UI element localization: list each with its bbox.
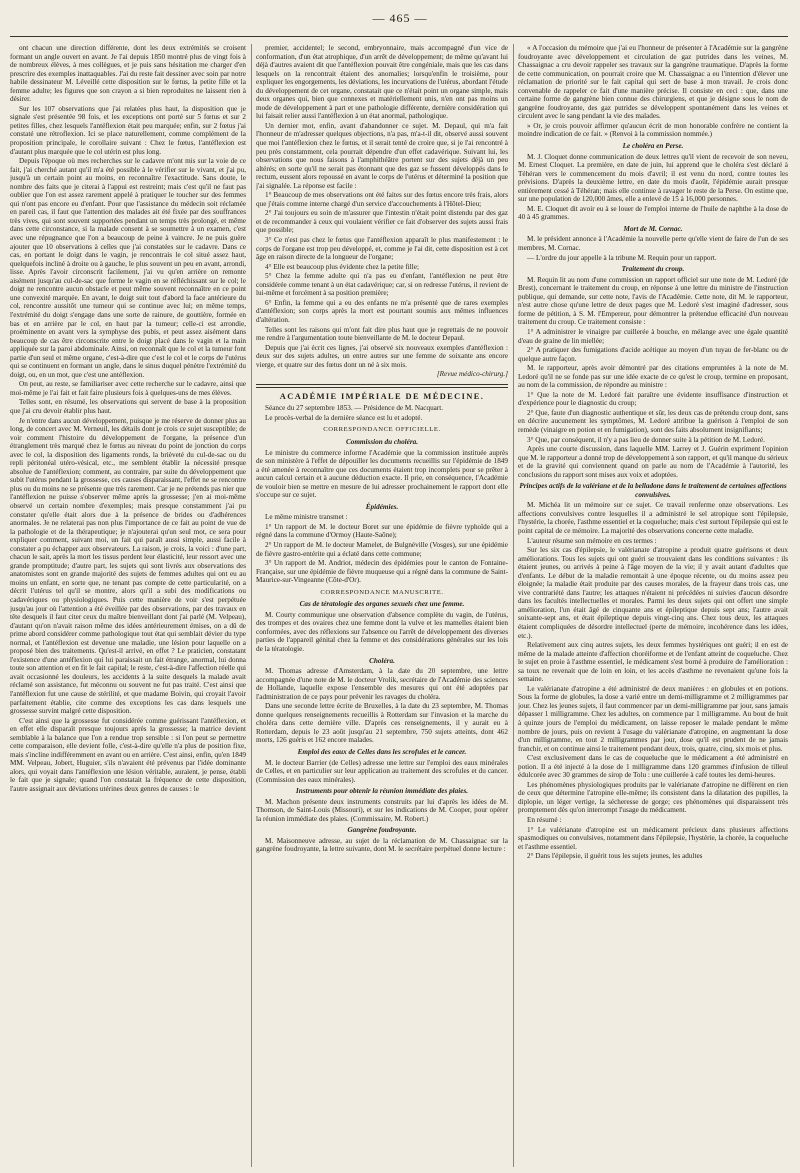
left-column: [10, 44, 246, 1169]
paragraph: 2° A pratiquer des fumigations d'acide acétique au moyen d'un tuyau de fer-blanc ou de quelque autre façon.: [518, 346, 788, 363]
paragraph: Sur les six cas d'épilepsie, le valérianate d'atropine a produit quatre guérisons et deux améliorations. Tous les sujets qui ont guéri se trouvaient dans les conditions suivantes : ils étaient jeunes, ou arrivés à peine à l'âge moyen de la vie; il y avait autant d'adultes que d'enfants. Le début de la maladie remontait à une époque récente, ou du moins assez peu éloignée; la maladie était produite par des causes morales, de la frayeur dans trois cas, une vive contrariété dans l'autre; les attaques n'étaient ni précédées ni suivies d'aucun désordre dans les facultés intellectuelles et morales. Parmi les deux sujets qui ont offert une simple amélioration, l'un était âgé de cinquante ans et épileptique depuis sept ans; l'autre avait soixante-sept ans, et était épileptique depuis vingt-cinq ans. Chez tous deux, les attaques étaient compliquées de désordre intellectuel (perte de mémoire, incohérence dans les idées, etc.).: [518, 546, 788, 640]
academy-title: ACADÉMIE IMPÉRIALE DE MÉDECINE.: [279, 391, 485, 401]
paragraph: M. Michéa lit un mémoire sur ce sujet. Ce travail renferme onze observations. Les affections convulsives contre lesquelles il a administré le sel atropique sont l'épilepsie, l'hystérie, la chorée, l'asthme essentiel et la coqueluche; mais c'est surtout l'épilepsie qui est le point capital de ce mémoire. La majorité des observations concerne cette maladie.: [518, 501, 788, 535]
paragraph: 5° Chez la femme adulte qui n'a pas eu d'enfant, l'antéflexion ne peut être considérée comme tenant à un état cadavérique; car, si on redresse l'utérus, il revient de lui-même et forcément à sa position première;: [256, 272, 508, 298]
croup-heading: Traitement du croup.: [621, 265, 685, 274]
paragraph: » Or, je crois pouvoir affirmer qu'aucun écrit de mon honorable confrère ne contient la moindre indication de ce fait. » (Renvoi à la commission nommée.): [518, 121, 788, 139]
right-column: [518, 44, 788, 1169]
header-rule: [10, 36, 788, 37]
page-number: — 465 —: [372, 11, 428, 25]
paragraph: M. Courty communique une observation d'absence complète du vagin, de l'utérus, des trompes et des ovaires chez une femme dont la vulve et les mamelles étaient bien conformées, avec des réflexions sur l'absence ou l'arrêt de développement des diverses parties de l'appareil génital chez la femme et des considérations générales sur les lois de la tératologie.: [256, 610, 508, 653]
persia-heading: Le choléra en Perse.: [622, 142, 684, 151]
paragraph: 4° Elle est beaucoup plus évidente chez la petite fille;: [265, 262, 419, 271]
paragraph: Le valérianate d'atropine a été administré de deux manières : en globules et en potions. Sous la forme de globules, la dose a varié entre un demi-milligramme et 2 milligrammes par jour. Chez les jeunes sujets, il faut commencer par un demi-milligramme par jour, sans jamais dépasser 1 milligramme. Chez les adultes, on commence par 1 milligramme. Au bout de huit à quinze jours de l'emploi du médicament, on laisse reposer le malade pendant le même nombre de jours, puis on revient à l'usage du valérianate d'atropine, en augmentant la dose d'un milligramme, en tout 2 milligrammes par jour, dose qu'il est prudent de ne jamais franchir, et on continue ainsi le traitement pendant deux, trois, quatre, cinq, six mois et plus.: [518, 684, 788, 753]
paragraph: premier, accidentel; le second, embryonnaire, mais accompagné d'un vice de conformation, d'un état atrophique, d'un arrêt de développement; de même qu'avant lui déjà d'autres avaient dit que l'antéflexion pouvait être congéniale, mais que les cas dans lesquels on la rencontrait étaient des anomalies; lorsqu'enfin le troisième, pour expliquer les engorgements, les déviations, les incurvations de l'utérus, abordant l'étude du développement de cet organe, constatait que ce n'était point un organe simple, mais deux organes qui, bien que connexes et matériellement unis, n'en ont pas moins un mode de développement à part et une pathologie différente, dernière considération qui lui faisait relier aussi l'antéflexion à un état anormal, pathologique.: [256, 44, 508, 121]
paragraph: On peut, au reste, se familiariser avec cette recherche sur le cadavre, ainsi que moi-même je l'ai fait et fait faire plusieurs fois à quelques-uns de mes élèves.: [10, 380, 246, 397]
paragraph: M. Machon présente deux instruments construits par lui d'après les idées de M. Thomson, de Saint-Louis (Missouri), et sur les indications de M. Cooper, pour opérer la réunion immédiate des plaies. (Commissaire, M. Robert.): [256, 797, 508, 823]
column-separator: [251, 44, 252, 1167]
paragraph: 2° J'ai toujours eu soin de m'assurer que l'intestin n'était point distendu par des gaz et de recommander à ceux qui voulaient vérifier ce fait d'observer des sujets aussi frais que possible;: [256, 209, 508, 235]
paragraph: M. J. Cloquet donne communication de deux lettres qu'il vient de recevoir de son neveu, M. Ernest Cloquet. La première, en date de juin, lui apprend que le choléra s'est déclaré à Téhéran vers le commencement du mois d'avril; il est venu du nord, contre toutes les prévisions. D'après la deuxième lettre, en date du mois d'août, l'épidémie aurait presque entièrement cessé à Téhéran; mais elle continue à ravager le reste de la Perse. On estime que, sur une population de 120,000 âmes, elle a enlevé de 15 à 16,000 personnes.: [518, 152, 788, 204]
paragraph: Telles sont, en résumé, les observations qui servent de base à la proposition que j'ai cru devoir établir plus haut.: [10, 398, 246, 415]
paragraph: — L'ordre du jour appelle à la tribune M. Requin pour un rapport.: [527, 253, 717, 262]
paragraph: Depuis l'époque où mes recherches sur le cadavre m'ont mis sur la voie de ce fait, j'ai cherché autant qu'il m'a été possible à le vérifier sur le vivant, et j'ai pu, jusqu'à un certain point au moins, en reconnaître l'exactitude. Sans doute, le nombre des faits que je citerai à l'appui est restreint; mais c'est qu'il ne faut pas oublier que l'on est assez rarement appelé à pratiquer le toucher sur des femmes qui n'ont pas encore eu d'enfant. Pour que l'assistance du médecin soit réclamée en pareil cas, il faut que l'attention des malades ait été fixée par des souffrances très vives, qui sont souvent supportées pendant un temps très prolongé, et même dans cette circonstance, si la malade consent à se soumettre à un examen, c'est avec une répugnance que l'on a beaucoup de peine à vaincre. Je ne puis guère ajouter que 10 observations à celles que j'ai constatées sur le cadavre. Dans ce cas, en portant le doigt dans le vagin, je rencontrais le col situé assez haut, quelquefois incliné à droite ou à gauche, le plus souvent un peu en avant, arrondi, lisse. Après l'avoir circonscrit facilement, j'ai vu qu'en arrière on remonte aisément jusqu'au cul-de-sac que forme le vagin en se réfléchissant sur le col; le doigt ne rencontre aucun obstacle et peut même souvent reconnaître en ce point une convexité marquée. En avant, le doigt suit tout d'abord la face antérieure du col, rencontre aussitôt une tumeur qui se continue avec lui; en même temps, l'extrémité du doigt s'engage dans une sorte de rainure, de gouttière, formée en bas et en arrière par le col, en haut par la tumeur; celle-ci est arrondie, proéminente en avant vers la symphyse des pubis, et peut assez aisément dans beaucoup de cas être circonscrite entre le doigt placé dans le vagin et la main appliquée sur la paroi abdominale. Ainsi, on reconnaît que le col et la tumeur font partie d'un seul et même organe, c'est-à-dire que c'est le col et le corps de l'utérus qui se continuent en formant un angle, dans le sinus duquel pénètre l'extrémité du doigt, ou, en un mot, que c'est une antéflexion.: [10, 157, 246, 379]
paragraph: Je n'entre dans aucun développement, puisque je me réserve de donner plus au long, de concert avec M. Verneuil, les détails dont je crois ce sujet susceptible; de voir comment l'histoire du développement de l'organe, la présence d'un étranglement très marqué chez le fœtus au niveau du point de jonction du corps avec le col, la disposition des ligaments ronds, la brièveté du cul-de-sac ou du repli péritonéal utéro-vésical, etc., me semblent établir la nécessité presque absolue de l'antéflexion; comment, au contraire, par suite du développement que subit l'utérus pendant la grossesse, ces causes disparaissant, l'effet ne se rencontre plus ou du moins ne se présente que très rarement. Car je ne prétends pas nier que l'antéflexion ne puisse s'observer même après la grossesse; j'en ai moi-même observé un certain nombre d'exemples; mais presque constamment j'ai pu constater qu'elle était alors due à la présence de brides ou d'adhérences anormales. Je ne relaterai pas non plus l'importance de ce fait au point de vue de la pathologie et de la thérapeutique; je n'ajouterai qu'un seul mot, ce sera pour expliquer comment, suivant moi, un fait qui paraît aussi simple, aussi facile à constater a pu échapper aux observateurs. La raison, je crois, la voici : d'une part, chacun le sait, après la mort les tissus perdent leur élasticité, leur ressort avec une grande promptitude; d'autre part, les sujets qui sont livrés aux observations des anatomistes sont en grande majorité des sujets de femmes adultes qui ont eu au moins un enfant, en sorte que, ne tenant pas compte de cette particularité, on a décrit l'utérus tel qu'il se montre, alors qu'il a subi des modifications ou cadavériques ou physiologiques. Puis cette manière de voir s'est perpétuée jusqu'au jour où l'attention a été éveillée par des observations, par des travaux en tête desquels il faut citer ceux du maître bienveillant dont j'ai parlé (M. Velpeau), d'autant qu'on n'avait raison même des idées antérieurement émises, on a dû de prime abord considérer comme pathologique tout état qui semblait dévier du type normal, et l'antéflexion est devenue une maladie, une lésion pour laquelle on a proposé bien des traitements. Qu'est-il arrivé, en effet ? Le praticien, constatant l'existence d'une antéflexion qui lui paraissait un fait étrange, anormal, lui donna toute son attention et en fit le fait capital; le reste, c'est-à-dire l'affection réelle qui avait occasionné les douleurs, les accidents à la suite desquels la malade avait réclamé son assistance, fut méconnu ou souvent ne fut pas traité. C'est ainsi que l'antéflexion fut une cause de stérilité, et que madame Boivin, qui croyait l'avoir parfaitement établie, cite comme des exceptions les cas dans lesquels une grossesse survint malgré cette disposition.: [10, 416, 246, 716]
paragraph: Telles sont les raisons qui m'ont fait dire plus haut que je regrettais de ne pouvoir me rendre à l'argumentation toute bienveillante de M. le docteur Depaul.: [256, 325, 508, 343]
session-line: Séance du 27 septembre 1853. — Présidence de M. Nacquart.: [265, 404, 444, 413]
cholera-commission-heading: Commission du choléra.: [345, 437, 419, 446]
source-citation: [Revue médico-chirurg.]: [436, 370, 508, 379]
paragraph: M. Maisonneuve adresse, au sujet de la réclamation de M. Chassaignac sur la gangrène foudroyante, la lettre suivante, dont M. le secrétaire perpétuel donne lecture :: [256, 836, 508, 854]
paragraph: 3° Ce n'est pas chez le fœtus que l'antéflexion apparaît le plus manifestement : le corps de l'organe est trop peu développé, et, comme je l'ai dit, cette disposition est à cet âge en raison directe de la longueur de l'organe;: [256, 236, 508, 262]
paragraph: M. le docteur Barrier (de Celles) adresse une lettre sur l'emploi des eaux minérales de Celles, et en particulier sur leur application au traitement des scrofules et du cancer. (Commission des eaux minérales).: [256, 758, 508, 784]
paragraph: 1° Le valérianate d'atropine est un médicament précieux dans plusieurs affections spasmodiques ou convulsives, notamment dans l'épilepsie, l'hystérie, la chorée, la coqueluche et l'asthme essentiel.: [518, 825, 788, 851]
paragraph: M. Thomas adresse d'Amsterdam, à la date du 20 septembre, une lettre accompagnée d'une note de M. le docteur Vrolik, secrétaire de l'Académie des sciences de Hollande, laquelle expose l'ensemble des mesures qui ont été adoptées par l'administration de ce pays pour prévenir les ravages du choléra.: [256, 667, 508, 701]
valerian-heading: Principes actifs de la valériane et de la belladone dans le traitement de certaines affections convulsives.: [519, 482, 787, 499]
paragraph: Le même ministre transmet :: [265, 513, 348, 522]
paragraph: « A l'occasion du mémoire que j'ai eu l'honneur de présenter à l'Académie sur la gangrène foudroyante avec développement et circulation de gaz putrides dans les veines, M. Chassaignac a cru devoir rappeler ses travaux sur la gangrène traumatique. D'après la forme de cette communication, on pourrait croire que M. Chassaignac a eu l'intention d'élever une réclamation de priorité sur le fait capital qui sert de base à mon travail. Je crois donc convenable de rappeler ce fait d'une manière précise. Il consiste en ceci : que, dans une certaine forme de gangrène bien connue des chirurgiens, et que je désigne sous le nom de gangrène foudroyante, des gaz putrides se développent spontanément dans les veines et circulent avec le sang pendant la vie des malades.: [518, 44, 788, 121]
paragraph: Sur les 107 observations que j'ai relatées plus haut, la disposition que je signale s'est présentée 98 fois, et les exceptions ont porté sur 5 fœtus et sur 2 petites filles, chez lesquels l'antéflexion était peu marquée; enfin, sur 2 fœtus j'ai constaté une rétroflexion. Ici se place naturellement, comme complément de la proposition principale, le corollaire suivant : Chez le fœtus, l'antéflexion est d'autant plus marquée que le col utérin est plus long.: [10, 104, 246, 156]
paragraph: Les phénomènes physiologiques produits par le valérianate d'atropine ne diffèrent en rien de ceux que détermine l'atropine elle-même; ils consistent dans la dilatation des pupilles, la diplopie, un léger vertige, la sécheresse de gorge; ces phénomènes qui disparaissent très promptement dès qu'on interrompt l'usage du médicament.: [518, 780, 788, 815]
paragraph: Relativement aux cinq autres sujets, les deux femmes hystériques ont guéri; il en est de même de la malade atteinte d'affection choréiforme et de l'enfant atteint de coqueluche. Chez le sujet en proie à l'asthme essentiel, le médicament s'est borné à produire de l'amélioration : sa toux ne revenait que de loin en loin, et les accès d'asthme ne revenaient qu'une fois la semaine.: [518, 641, 788, 684]
instruments-heading: Instruments pour obtenir la réunion immédiate des plaies.: [295, 787, 469, 796]
paragraph: L'auteur résume son mémoire en ces termes :: [527, 536, 657, 545]
paragraph: 2° Que, faute d'un diagnostic authentique et sûr, les deux cas de prétendu croup dont, sans en décrire aucunement les symptômes, M. Ledoré attribue la guérison à l'emploi de son remède (vinaigre en potion et en fumigation), sont des faits absolument insignifiants;: [518, 408, 788, 434]
paragraph: En résumé :: [527, 816, 562, 825]
epidemics-heading: Épidémies.: [365, 502, 399, 511]
paragraph: 2° Un rapport de M. le docteur Mamelet, de Bulgnéville (Vosges), sur une épidémie de fièvre gastro-entérite qui a éclaté dans cette commune;: [256, 540, 508, 558]
column-separator: [513, 44, 514, 1167]
official-correspondence-heading: CORRESPONDANCE OFFICIELLE.: [323, 426, 441, 434]
paragraph: M. le rapporteur, après avoir démontré par des citations empruntées à la note de M. Ledoré qu'il ne se fonde pas sur une idée exacte de ce qu'est le croup, termine en proposant, au nom de la commission, de répondre au ministre :: [518, 364, 788, 390]
cornac-heading: Mort de M. Cornac.: [623, 224, 683, 233]
paragraph: Dans une seconde lettre écrite de Bruxelles, à la date du 23 septembre, M. Thomas donne quelques renseignements recueillis à Rotterdam sur l'invasion et la marche du choléra dans cette dernière ville. D'après ces renseignements, il y aurait eu à Rotterdam, depuis le 23 août jusqu'au 21 septembre, 750 sujets atteints, dont 462 morts, 126 guéris et 162 encore malades.: [256, 702, 508, 745]
paragraph: C'est exclusivement dans le cas de coqueluche que le médicament a été administré en potion. Il a été injecté à la dose de 1 milligramme dans 120 grammes d'infusion de tilleul édulcorée avec 30 grammes de sirop de Tolu : une cuillerée à café toutes les demi-heures.: [518, 754, 788, 780]
paragraph: Après une courte discussion, dans laquelle MM. Larrey et J. Guérin expriment l'opinion que M. le rapporteur a donné trop de développement à son rapport, et qu'il manque du sérieux et de la gravité qui conviennent quand on parle au nom de l'Académie à l'autorité, les conclusions du rapport sont mises aux voix et adoptées.: [518, 445, 788, 479]
paragraph: 6° Enfin, la femme qui a eu des enfants ne m'a présenté que de rares exemples d'antéflexion; son corps après la mort est pourtant soumis aux mêmes influences d'altération.: [256, 298, 508, 324]
waters-heading: Emploi des eaux de Celles dans les scrofules et le cancer.: [297, 748, 467, 757]
paragraph: 1° A administrer le vinaigre par cuillerée à bouche, en mélange avec une égale quantité d'eau de graine de lin miellée;: [518, 327, 788, 345]
section-divider: [256, 384, 508, 388]
paragraph: M. le président annonce à l'Académie la nouvelle perte qu'elle vient de faire de l'un de ses membres, M. Cornac.: [518, 235, 788, 253]
paragraph: Le ministre du commerce informe l'Académie que la commission instituée auprès de son ministère à l'effet de dépouiller les documents recueillis sur l'épidémie de 1849 a été amenée à reconnaître que ces documents étaient trop incomplets pour se prêter à aucun calcul certain et à aucune déduction exacte. Il prie, en conséquence, l'Académie de vouloir bien se mettre en mesure de lui adresser prochainement le rapport dont elle s'occupe sur ce sujet.: [256, 448, 508, 500]
paragraph: 1° Beaucoup de mes observations ont été faites sur des fœtus encore très frais, alors que j'étais comme interne chargé d'un service d'accouchements à l'Hôtel-Dieu;: [256, 191, 508, 208]
paragraph: 1° Un rapport de M. le docteur Boret sur une épidémie de fièvre typhoïde qui a régné dans la commune d'Ormoy (Haute-Saône);: [256, 522, 508, 540]
teratology-heading: Cas de tératologie des organes sexuels chez une femme.: [299, 600, 465, 609]
middle-column: [256, 44, 508, 1169]
paragraph: 1° Que la note de M. Ledoré fait paraître une évidente insuffisance d'instruction et d'expérience pour le diagnostic du croup;: [518, 390, 788, 408]
cholera-heading: Choléra.: [369, 656, 395, 665]
paragraph: 3° Un rapport de M. Andriot, médecin des épidémies pour le canton de Fontaine-Française, sur une épidémie de fièvre muqueuse qui a régné dans la commune de Saint-Maurice-sur-Vingeanne (Côte-d'Or).: [256, 559, 508, 585]
paragraph: 3° Que, par conséquent, il n'y a pas lieu de donner suite à la pétition de M. Ledoré.: [527, 435, 765, 444]
manuscript-correspondence-heading: CORRESPONDANCE MANUSCRITE.: [320, 588, 444, 596]
paragraph: 2° Dans l'épilepsie, il guérit tous les sujets jeunes, les adultes: [527, 852, 703, 861]
minutes-line: Le procès-verbal de la dernière séance est lu et adopté.: [265, 413, 423, 422]
paragraph: Depuis que j'ai écrit ces lignes, j'ai observé six nouveaux exemples d'antéflexion : deux sur des sujets adultes, un entre autres sur une femme de soixante ans encore vierge, et quatre sur des fœtus dont un né à six mois.: [256, 343, 508, 369]
paragraph: ont chacun une direction différente, dont les deux extrémités se croisent formant un angle ouvert en avant. Je l'ai depuis 1850 montré plus de vingt fois à de nombreux élèves, à mes collègues, et je puis sans hésitation me charger d'en prescrire des exemples inattaquables. J'ai du reste fait dessiner avec soin par notre habile dessinateur M. Léveillé cette disposition sur le fœtus, la petite fille et la femme adulte; les figures que son crayon a si bien reproduites ne laissent rien à désirer.: [10, 44, 246, 104]
paragraph: M. Requin lit au nom d'une commission un rapport officiel sur une note de M. Ledoré (de Brest), concernant le traitement du croup, en réponse à une lettre du ministre de l'instruction publique, qui demande, sur cette note, l'avis de l'Académie. Cette note, dit M. le rapporteur, n'est autre chose qu'une lettre de deux pages que M. Ledoré s'est imaginé d'adresser, sous forme de pétition, à S. M. l'Empereur, pour démontrer la prétendue efficacité d'un nouveau traitement du croup. Ce traitement consiste :: [518, 275, 788, 327]
gangrene-heading: Gangrène foudroyante.: [347, 826, 417, 835]
paragraph: M. E. Cloquet dit avoir eu à se louer de l'emploi interne de l'huile de naphthe à la dose de 40 à 45 grammes.: [518, 204, 788, 222]
paragraph: Un dernier mot, enfin, avant d'abandonner ce sujet. M. Depaul, qui m'a fait l'honneur de m'adresser quelques objections, n'a pas, m'a-t-il dit, observé aussi souvent que moi l'antéflexion chez le fœtus, et il serait tenté de croire que, si je l'ai rencontré à peu près constamment, cela pourrait dépendre d'un effet cadavérique. Suivant lui, les observations que nous faisons à l'amphithéâtre portent sur des sujets déjà un peu altérés; en sorte qu'il ne serait pas étonnant que des gaz se fussent développés dans le rectum, eussent alors repoussé en avant le corps de l'utérus et déterminé la position que j'ai signalée. La réponse est facile :: [256, 121, 508, 190]
paragraph: C'est ainsi que la grossesse fut considérée comme guérissant l'antéflexion, et en effet elle disparaît presque toujours après la grossesse; la matrice devient semblable à la balance que l'on a rendue trop sensible : si l'on peut se permettre cette comparaison, elle devient folle, c'est-à-dire qu'elle n'a plus de position fixe, mais s'incline indifféremment en avant ou en arrière. C'est ainsi, enfin, qu'en 1849 MM. Velpeau, Jobert, Huguier, s'ils n'avaient été prévenus par l'idée dominante alors, qui voyait dans l'antéflexion une lésion véritable, auraient, je pense, établi le fait que je signale; quand l'on constatait la fréquence de cette disposition, l'autre assignait aux déviations utérines deux genres de causes : le: [10, 716, 246, 794]
